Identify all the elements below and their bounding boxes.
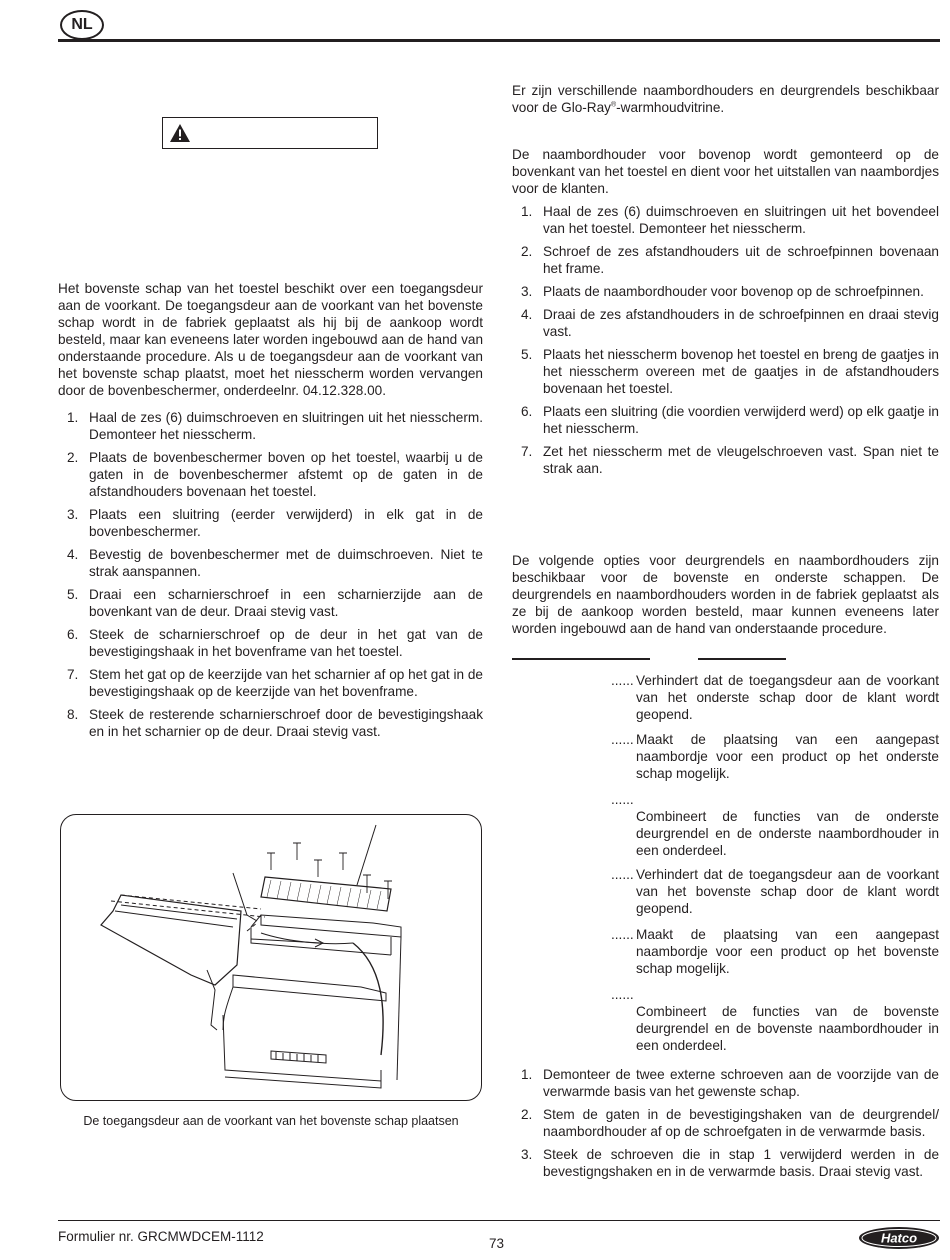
- warning-triangle-icon: [169, 123, 191, 143]
- top-holder-steps: [512, 203, 939, 477]
- step-item: [512, 306, 939, 340]
- step-item: [58, 546, 483, 580]
- step-text: Plaats een sluitring (die voordien verwijderd werd) op elk gaatje in het niesscherm.: [543, 404, 939, 436]
- step-text: Plaats het niesscherm bovenop het toestel en breng de gaatjes in het niesscherm overeen met de gaatjes in de afstandhouders bovenaan het toestel.: [543, 347, 939, 396]
- step-item: [58, 449, 483, 500]
- header-rule: [58, 39, 940, 42]
- top-holder-section: [512, 146, 939, 483]
- option-leader-dots: ......: [611, 792, 634, 807]
- option-description: Combineert de functies van de bovenste deurgrendel en de bovenste naambordhouder in een onderdeel.: [636, 1004, 939, 1053]
- step-item: [58, 666, 483, 700]
- warning-box: [162, 117, 378, 149]
- form-number: Formulier nr. GRCMWDCEM-1112: [58, 1229, 264, 1244]
- front-door-steps: [58, 409, 483, 740]
- option-entry: [512, 672, 939, 723]
- step-number: 7.: [521, 444, 533, 459]
- options-section: [512, 552, 939, 637]
- step-number: 8.: [67, 707, 79, 722]
- option-leader-dots: ......: [611, 673, 634, 688]
- option-description: Combineert de functies van de onderste deurgrendel en de onderste naambordhouder in een onderdeel.: [636, 809, 939, 858]
- hatco-logo: [858, 1226, 940, 1250]
- option-entry: [512, 791, 939, 859]
- step-text: Bevestig de bovenbeschermer met de duimschroeven. Niet te strak aanspannen.: [89, 547, 483, 579]
- step-item: [512, 243, 939, 277]
- installation-figure: [60, 814, 482, 1101]
- option-entry: [512, 986, 939, 1054]
- option-description: Maakt de plaatsing van een aangepast naambordje voor een product op het bovenste schap mogelijk.: [636, 927, 939, 976]
- step-number: 1.: [67, 410, 79, 425]
- step-item: [512, 1106, 939, 1140]
- step-number: 5.: [521, 347, 533, 362]
- language-badge: NL: [60, 10, 104, 40]
- step-item: [512, 1146, 939, 1180]
- step-item: [512, 443, 939, 477]
- top-holder-intro: De naambordhouder voor bovenop wordt gemonteerd op de bovenkant van het toestel en dient voor het uitstallen van naambordjes voor de klanten.: [512, 147, 939, 196]
- step-item: [512, 1066, 939, 1100]
- option-description: Verhindert dat de toegangsdeur aan de voorkant van het bovenste schap door de klant wordt geopend.: [636, 867, 939, 916]
- step-text: Steek de resterende scharnierschroef door de bevestigingshaak en in het scharnier op de deur. Draai stevig vast.: [89, 707, 483, 739]
- step-item: [58, 626, 483, 660]
- step-text: Schroef de zes afstandhouders uit de schroefpinnen bovenaan het frame.: [543, 244, 939, 276]
- figure-caption: De toegangsdeur aan de voorkant van het bovenste schap plaatsen: [83, 1114, 459, 1128]
- options-header-rule-1: [512, 658, 650, 660]
- options-header-rule-2: [698, 658, 786, 660]
- step-number: 1.: [521, 1067, 533, 1082]
- option-leader-dots: ......: [611, 867, 634, 882]
- option-leader-dots: ......: [611, 987, 634, 1002]
- step-text: Steek de scharnierschroef op de deur in het gat van de bevestigingshaak in het bovenframe van het toestel.: [89, 627, 483, 659]
- step-number: 3.: [521, 284, 533, 299]
- option-leader-dots: ......: [611, 927, 634, 942]
- step-item: [58, 586, 483, 620]
- step-text: Demonteer de twee externe schroeven aan de voorzijde van de verwarmde basis van het gewenste schap.: [543, 1067, 939, 1099]
- variants-intro: Er zijn verschillende naambordhouders en deurgrendels beschikbaar voor de Glo-Ray®-warmhoudvitrine.: [512, 83, 939, 115]
- option-entry: [512, 866, 939, 917]
- step-number: 2.: [67, 450, 79, 465]
- option-description: Maakt de plaatsing van een aangepast naambordje voor een product op het onderste schap mogelijk.: [636, 732, 939, 781]
- step-text: Steek de schroeven die in stap 1 verwijderd werden in de bevestigngshaken en in de verwarmde basis. Draai stevig vast.: [543, 1147, 939, 1179]
- step-item: [58, 409, 483, 443]
- step-number: 2.: [521, 244, 533, 259]
- step-text: Draai de zes afstandhouders in de schroefpinnen en draai stevig vast.: [543, 307, 939, 339]
- step-item: [512, 346, 939, 397]
- step-text: Draai een scharnierschroef in een scharnierzijde aan de bovenkant van de deur. Draai stevig vast.: [89, 587, 483, 619]
- step-text: Plaats de bovenbeschermer boven op het toestel, waarbij u de gaten in de bovenbeschermer afstemt op de gaten in de afstandhouders bovenaan het toestel.: [89, 450, 483, 499]
- option-leader-dots: ......: [611, 732, 634, 747]
- step-item: [58, 706, 483, 740]
- step-text: Stem de gaten in de bevestigingshaken van de deurgrendel/ naambordhouder af op de schroefgaten in de verwarmde basis.: [543, 1107, 939, 1139]
- cabinet-illustration: [61, 815, 481, 1100]
- step-number: 6.: [521, 404, 533, 419]
- svg-text:Hatco: Hatco: [880, 1230, 918, 1246]
- step-number: 3.: [521, 1147, 533, 1162]
- step-item: [512, 203, 939, 237]
- option-entry: [512, 926, 939, 977]
- step-number: 2.: [521, 1107, 533, 1122]
- step-text: Haal de zes (6) duimschroeven en sluitringen uit het niesscherm. Demonteer het niesscherm.: [89, 410, 483, 442]
- options-intro: De volgende opties voor deurgrendels en naambordhouders zijn beschikbaar voor de bovenste en onderste schappen. De deurgrendels en naambordhouders worden in de fabriek geplaatst als ze bij de aankoop worden besteld, maar kunnen eveneens later worden ingebouwd aan de hand van onderstaande procedure.: [512, 553, 939, 636]
- option-entry: [512, 731, 939, 782]
- left-column: [58, 280, 483, 746]
- step-number: 4.: [521, 307, 533, 322]
- step-number: 1.: [521, 204, 533, 219]
- step-text: Haal de zes (6) duimschroeven en sluitringen uit het bovendeel van het toestel. Demonteer het niesscherm.: [543, 204, 939, 236]
- latch-install-section: [512, 1066, 939, 1186]
- step-item: [512, 403, 939, 437]
- footer-rule: [58, 1220, 940, 1221]
- step-text: Plaats de naambordhouder voor bovenop op de schroefpinnen.: [543, 284, 924, 299]
- step-item: [58, 506, 483, 540]
- latch-install-steps: [512, 1066, 939, 1180]
- step-number: 5.: [67, 587, 79, 602]
- options-header-rules: [512, 658, 939, 662]
- step-number: 4.: [67, 547, 79, 562]
- step-number: 6.: [67, 627, 79, 642]
- step-text: Zet het niesscherm met de vleugelschroeven vast. Span niet te strak aan.: [543, 444, 939, 476]
- step-text: Stem het gat op de keerzijde van het scharnier af op het gat in de bevestigingshaak op de keerzijde van het bovenframe.: [89, 667, 483, 699]
- page-number: 73: [489, 1236, 505, 1251]
- step-item: [512, 283, 939, 300]
- step-number: 7.: [67, 667, 79, 682]
- right-column: [512, 82, 939, 116]
- step-text: Plaats een sluitring (eerder verwijderd) in elk gat in de bovenbeschermer.: [89, 507, 483, 539]
- option-description: Verhindert dat de toegangsdeur aan de voorkant van het onderste schap door de klant wordt geopend.: [636, 673, 939, 722]
- step-number: 3.: [67, 507, 79, 522]
- front-door-intro: Het bovenste schap van het toestel beschikt over een toegangsdeur aan de voorkant. De toegangsdeur aan de voorkant van het bovenste schap wordt in de fabriek geplaatst als hij bij de aankoop wordt besteld, maar kan eveneens later worden ingebouwd aan de hand van onderstaande procedure. Als u de toegangsdeur aan de voorkant van het bovenste schap plaatst, moet het niesscherm worden vervangen door de bovenbeschermer, onderdeelnr. 04.12.328.00.: [58, 281, 483, 398]
